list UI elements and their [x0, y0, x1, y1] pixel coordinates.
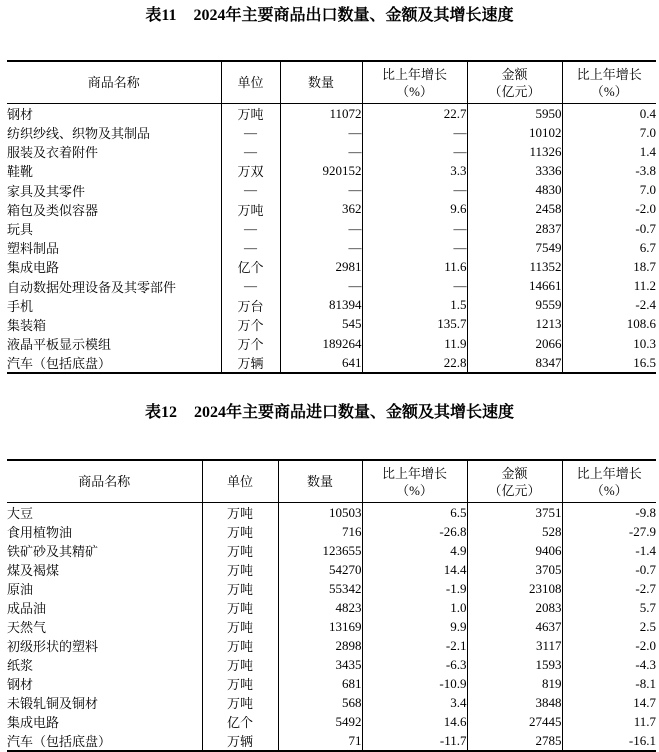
header-amount — [467, 61, 562, 104]
cell-unit: 万辆 — [221, 353, 280, 373]
cell-quantity: 71 — [278, 731, 362, 751]
cell-quantity-growth: — — [362, 123, 467, 142]
table-row — [7, 142, 656, 161]
cell-quantity-growth: -26.8 — [362, 522, 467, 541]
cell-amount: 528 — [467, 522, 562, 541]
cell-amount-growth: -4.3 — [562, 655, 656, 674]
table12-header — [7, 460, 656, 503]
cell-quantity: — — [280, 123, 362, 142]
cell-amount: 8347 — [467, 353, 562, 373]
cell-quantity: 920152 — [280, 161, 362, 180]
cell-amount-growth: 6.7 — [562, 238, 656, 257]
cell-quantity-growth: 3.4 — [362, 693, 467, 712]
cell-unit: 万吨 — [202, 541, 278, 560]
cell-quantity-growth: 14.4 — [362, 560, 467, 579]
header-quantity: 数量 — [278, 460, 362, 503]
cell-amount: 2083 — [467, 598, 562, 617]
header-quantity-growth-line2: （%） — [396, 482, 433, 498]
cell-amount: 3117 — [467, 636, 562, 655]
cell-amount: 2066 — [467, 334, 562, 353]
cell-amount-growth: 14.7 — [562, 693, 656, 712]
header-row — [7, 460, 656, 503]
cell-amount-growth: -2.0 — [562, 200, 656, 219]
cell-amount-growth: 2.5 — [562, 617, 656, 636]
cell-quantity-growth: 9.6 — [362, 200, 467, 219]
cell-quantity-growth: — — [362, 238, 467, 257]
cell-quantity: 10503 — [278, 503, 362, 523]
cell-quantity: 716 — [278, 522, 362, 541]
cell-quantity-growth: 9.9 — [362, 617, 467, 636]
cell-amount: 1213 — [467, 315, 562, 334]
header-commodity-name: 商品名称 — [7, 61, 221, 104]
table11-header — [7, 61, 656, 104]
table11-number: 表11 — [145, 7, 177, 24]
table-row — [7, 238, 656, 257]
cell-unit: — — [221, 181, 280, 200]
cell-commodity-name: 煤及褐煤 — [7, 563, 60, 579]
cell-quantity: 3435 — [278, 655, 362, 674]
cell-unit: 亿个 — [221, 257, 280, 276]
cell-quantity: 5492 — [278, 712, 362, 731]
cell-quantity-growth: — — [362, 142, 467, 161]
cell-commodity-name: 液晶平板显示模组 — [7, 337, 112, 353]
cell-quantity-growth: 22.8 — [362, 353, 467, 373]
cell-quantity-growth: -6.3 — [362, 655, 467, 674]
header-amount-growth-line2: （%） — [590, 482, 628, 498]
cell-commodity-name: 铁矿砂及其精矿 — [7, 544, 99, 560]
table-row — [7, 257, 656, 276]
table-row — [7, 123, 656, 142]
cell-unit: 万吨 — [202, 617, 278, 636]
header-commodity-name: 商品名称 — [7, 460, 202, 503]
cell-quantity-growth: -2.1 — [362, 636, 467, 655]
cell-quantity: 13169 — [278, 617, 362, 636]
cell-amount: 23108 — [467, 579, 562, 598]
cell-commodity-name: 玩具 — [7, 222, 34, 238]
cell-unit: — — [221, 219, 280, 238]
table12-title-text: 2024年主要商品进口数量、金额及其增长速度 — [194, 404, 515, 422]
cell-commodity-name: 汽车（包括底盘） — [7, 734, 112, 750]
cell-quantity-growth: 1.5 — [362, 296, 467, 315]
header-unit: 单位 — [202, 460, 278, 503]
table-row — [7, 598, 656, 617]
cell-amount: 2785 — [467, 731, 562, 751]
header-amount-growth-line1: 比上年增长 — [576, 66, 642, 82]
table12-import-commodities — [7, 459, 656, 752]
table12-title — [0, 374, 659, 424]
cell-commodity-name: 集装箱 — [7, 317, 47, 333]
cell-quantity: 81394 — [280, 296, 362, 315]
table-row — [7, 674, 656, 693]
cell-commodity-name: 集成电路 — [7, 260, 60, 276]
header-amount-growth — [562, 460, 656, 503]
table-row — [7, 353, 656, 373]
cell-amount-growth: 16.5 — [562, 353, 656, 373]
cell-amount: 3336 — [467, 161, 562, 180]
cell-amount: 14661 — [467, 277, 562, 296]
cell-quantity-growth: -10.9 — [362, 674, 467, 693]
header-amount-growth — [562, 61, 656, 104]
cell-amount-growth: 108.6 — [562, 315, 656, 334]
cell-amount-growth: -27.9 — [562, 522, 656, 541]
cell-amount: 7549 — [467, 238, 562, 257]
cell-unit: 万吨 — [202, 598, 278, 617]
cell-amount-growth: -0.7 — [562, 560, 656, 579]
table-row — [7, 161, 656, 180]
cell-quantity-growth: 135.7 — [362, 315, 467, 334]
cell-amount: 2458 — [467, 200, 562, 219]
header-amount-line2: （亿元） — [488, 83, 541, 99]
header-quantity-growth-line1: 比上年增长 — [381, 66, 447, 82]
cell-commodity-name: 钢材 — [7, 107, 34, 122]
cell-quantity: — — [280, 238, 362, 257]
cell-unit: 万双 — [221, 161, 280, 180]
cell-unit: 万吨 — [202, 579, 278, 598]
cell-amount: 2837 — [467, 219, 562, 238]
cell-quantity-growth: -11.7 — [362, 731, 467, 751]
cell-amount-growth: 11.7 — [562, 712, 656, 731]
cell-unit: 万吨 — [202, 503, 278, 523]
table-row — [7, 617, 656, 636]
cell-commodity-name: 天然气 — [7, 620, 47, 636]
cell-amount: 5950 — [467, 104, 562, 124]
cell-amount: 9559 — [467, 296, 562, 315]
header-amount-growth-line2: （%） — [590, 83, 628, 99]
cell-unit: — — [221, 142, 280, 161]
cell-quantity-growth: — — [362, 277, 467, 296]
cell-amount: 3705 — [467, 560, 562, 579]
cell-unit: 万吨 — [202, 560, 278, 579]
cell-amount-growth: -0.7 — [562, 219, 656, 238]
cell-unit: 万个 — [221, 334, 280, 353]
cell-unit: 万辆 — [202, 731, 278, 751]
cell-quantity: 641 — [280, 353, 362, 373]
cell-amount-growth: 1.4 — [562, 142, 656, 161]
header-amount — [467, 460, 562, 503]
cell-quantity: — — [280, 219, 362, 238]
cell-quantity: 123655 — [278, 541, 362, 560]
table12-number: 表12 — [144, 404, 177, 422]
cell-amount: 27445 — [467, 712, 562, 731]
cell-quantity: 2981 — [280, 257, 362, 276]
cell-quantity: 681 — [278, 674, 362, 693]
cell-amount-growth: -3.8 — [562, 161, 656, 180]
cell-quantity: 54270 — [278, 560, 362, 579]
header-amount-line1: 金额 — [501, 66, 528, 82]
header-amount-line2: （亿元） — [488, 482, 541, 498]
cell-amount: 9406 — [467, 541, 562, 560]
cell-amount-growth: 10.3 — [562, 334, 656, 353]
cell-quantity-growth: 22.7 — [362, 104, 467, 124]
cell-quantity-growth: 4.9 — [362, 541, 467, 560]
cell-quantity: 55342 — [278, 579, 362, 598]
cell-quantity: 2898 — [278, 636, 362, 655]
table-row — [7, 315, 656, 334]
cell-quantity: — — [280, 181, 362, 200]
table-row — [7, 693, 656, 712]
cell-amount: 10102 — [467, 123, 562, 142]
cell-quantity-growth: 11.6 — [362, 257, 467, 276]
cell-unit: 万台 — [221, 296, 280, 315]
cell-commodity-name: 大豆 — [7, 506, 34, 522]
cell-quantity: — — [280, 142, 362, 161]
table-row — [7, 334, 656, 353]
header-row — [7, 61, 656, 104]
cell-unit: 万吨 — [202, 522, 278, 541]
cell-amount: 11326 — [467, 142, 562, 161]
cell-amount-growth: -8.1 — [562, 674, 656, 693]
cell-unit: — — [221, 277, 280, 296]
table-row — [7, 560, 656, 579]
cell-amount: 819 — [467, 674, 562, 693]
cell-quantity-growth: 3.3 — [362, 161, 467, 180]
cell-amount: 1593 — [467, 655, 562, 674]
header-quantity-growth — [362, 61, 467, 104]
cell-amount-growth: -9.8 — [562, 503, 656, 523]
cell-unit: — — [221, 238, 280, 257]
table-row — [7, 636, 656, 655]
cell-commodity-name: 未锻轧铜及铜材 — [7, 696, 99, 712]
cell-commodity-name: 箱包及类似容器 — [7, 202, 99, 218]
header-amount-line1: 金额 — [501, 465, 528, 481]
cell-quantity-growth: 6.5 — [362, 503, 467, 523]
cell-commodity-name: 纸浆 — [7, 658, 34, 674]
table-row — [7, 522, 656, 541]
table-row — [7, 104, 656, 124]
cell-amount: 3751 — [467, 503, 562, 523]
header-quantity-growth-line2: （%） — [396, 83, 433, 99]
cell-unit: 万吨 — [202, 636, 278, 655]
cell-commodity-name: 食用植物油 — [7, 525, 73, 541]
cell-commodity-name: 初级形状的塑料 — [7, 639, 99, 655]
cell-quantity: 362 — [280, 200, 362, 219]
header-quantity: 数量 — [280, 61, 362, 104]
cell-unit: 万吨 — [202, 693, 278, 712]
cell-amount: 4637 — [467, 617, 562, 636]
cell-commodity-name: 自动数据处理设备及其零部件 — [7, 279, 177, 295]
header-unit: 单位 — [221, 61, 280, 104]
cell-commodity-name: 手机 — [7, 298, 34, 314]
cell-amount: 4830 — [467, 181, 562, 200]
cell-commodity-name: 塑料制品 — [7, 241, 60, 257]
cell-amount: 3848 — [467, 693, 562, 712]
cell-amount-growth: 11.2 — [562, 277, 656, 296]
table-row — [7, 579, 656, 598]
cell-quantity-growth: 1.0 — [362, 598, 467, 617]
cell-quantity: — — [280, 277, 362, 296]
cell-unit: — — [221, 123, 280, 142]
cell-quantity-growth: -1.9 — [362, 579, 467, 598]
cell-unit: 万吨 — [221, 200, 280, 219]
cell-commodity-name: 原油 — [7, 582, 34, 598]
table12-body — [7, 503, 656, 752]
table-row — [7, 541, 656, 560]
header-quantity-growth-line1: 比上年增长 — [381, 465, 447, 481]
cell-quantity-growth: — — [362, 219, 467, 238]
cell-unit: 万个 — [221, 315, 280, 334]
table-row — [7, 712, 656, 731]
cell-amount: 11352 — [467, 257, 562, 276]
cell-commodity-name: 纺织纱线、织物及其制品 — [7, 126, 151, 142]
cell-quantity-growth: — — [362, 181, 467, 200]
table11-export-commodities — [7, 60, 656, 374]
cell-amount-growth: -1.4 — [562, 541, 656, 560]
cell-amount-growth: -2.4 — [562, 296, 656, 315]
table-row — [7, 731, 656, 751]
cell-amount-growth: 0.4 — [562, 104, 656, 124]
cell-quantity: 11072 — [280, 104, 362, 124]
cell-quantity-growth: 11.9 — [362, 334, 467, 353]
table11-title-text: 2024年主要商品出口数量、金额及其增长速度 — [193, 7, 514, 24]
cell-unit: 亿个 — [202, 712, 278, 731]
cell-quantity-growth: 14.6 — [362, 712, 467, 731]
table-row — [7, 655, 656, 674]
cell-quantity: 4823 — [278, 598, 362, 617]
cell-commodity-name: 成品油 — [7, 601, 47, 617]
cell-unit: 万吨 — [202, 655, 278, 674]
cell-unit: 万吨 — [221, 104, 280, 124]
table-row — [7, 200, 656, 219]
table-row — [7, 277, 656, 296]
cell-amount-growth: 7.0 — [562, 123, 656, 142]
cell-quantity: 568 — [278, 693, 362, 712]
cell-commodity-name: 鞋靴 — [7, 164, 34, 180]
cell-commodity-name: 集成电路 — [7, 715, 60, 731]
cell-amount-growth: -2.7 — [562, 579, 656, 598]
cell-amount-growth: -16.1 — [562, 731, 656, 751]
cell-amount-growth: -2.0 — [562, 636, 656, 655]
cell-amount-growth: 7.0 — [562, 181, 656, 200]
table11-title — [0, 0, 659, 27]
table-row — [7, 181, 656, 200]
header-amount-growth-line1: 比上年增长 — [576, 465, 642, 481]
header-quantity-growth — [362, 460, 467, 503]
cell-commodity-name: 服装及衣着附件 — [7, 145, 99, 161]
table11-body — [7, 104, 656, 374]
cell-unit: 万吨 — [202, 674, 278, 693]
cell-quantity: 545 — [280, 315, 362, 334]
cell-commodity-name: 家具及其零件 — [7, 183, 86, 199]
cell-commodity-name: 汽车（包括底盘） — [7, 356, 112, 372]
table-row — [7, 219, 656, 238]
cell-commodity-name: 钢材 — [7, 677, 34, 693]
cell-amount-growth: 5.7 — [562, 598, 656, 617]
cell-quantity: 189264 — [280, 334, 362, 353]
cell-amount-growth: 18.7 — [562, 257, 656, 276]
table-row — [7, 503, 656, 523]
table-row — [7, 296, 656, 315]
